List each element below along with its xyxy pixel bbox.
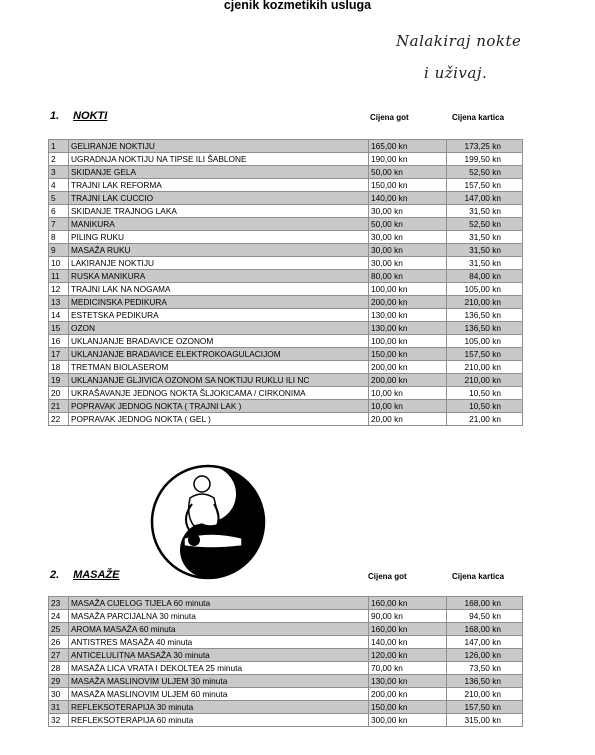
price-cash: 30,00 kn xyxy=(369,231,447,244)
price-cash: 200,00 kn xyxy=(369,374,447,387)
table-row xyxy=(49,387,523,400)
price-cash: 120,00 kn xyxy=(369,649,447,662)
price-card: 157,50 kn xyxy=(447,701,523,714)
section-title: MASAŽE xyxy=(73,569,120,581)
price-cash: 70,00 kn xyxy=(369,662,447,675)
table-row xyxy=(49,610,523,623)
price-cash: 140,00 kn xyxy=(369,636,447,649)
price-cash: 165,00 kn xyxy=(369,140,447,153)
section-heading-nokti xyxy=(50,110,107,122)
row-number: 21 xyxy=(49,400,69,413)
table-row xyxy=(49,296,523,309)
service-name: REFLEKSOTERAPIJA 60 minuta xyxy=(69,714,369,727)
price-card: 10,50 kn xyxy=(447,387,523,400)
price-cash: 30,00 kn xyxy=(369,244,447,257)
table-row xyxy=(49,166,523,179)
price-cash: 50,00 kn xyxy=(369,218,447,231)
price-table-masaze xyxy=(48,596,523,727)
row-number: 8 xyxy=(49,231,69,244)
page-title: cjenik kozmetikih usluga xyxy=(223,0,372,12)
row-number: 15 xyxy=(49,322,69,335)
service-name: UGRADNJA NOKTIJU NA TIPSE ILI ŠABLONE xyxy=(69,153,369,166)
price-cash: 150,00 kn xyxy=(369,348,447,361)
row-number: 4 xyxy=(49,179,69,192)
price-cash: 140,00 kn xyxy=(369,192,447,205)
price-cash: 150,00 kn xyxy=(369,701,447,714)
price-card: 147,00 kn xyxy=(447,636,523,649)
row-number: 7 xyxy=(49,218,69,231)
price-cash: 200,00 kn xyxy=(369,688,447,701)
price-card: 210,00 kn xyxy=(447,374,523,387)
table-row xyxy=(49,257,523,270)
table-row xyxy=(49,335,523,348)
row-number: 32 xyxy=(49,714,69,727)
column-header-card: Cijena kartica xyxy=(452,572,505,581)
service-name: REFLEKSOTERAPIJA 30 minuta xyxy=(69,701,369,714)
price-cash: 150,00 kn xyxy=(369,179,447,192)
row-number: 6 xyxy=(49,205,69,218)
table-row xyxy=(49,675,523,688)
section-title: NOKTI xyxy=(73,110,108,122)
price-table-nokti xyxy=(48,139,523,426)
row-number: 26 xyxy=(49,636,69,649)
row-number: 1 xyxy=(49,140,69,153)
price-card: 157,50 kn xyxy=(447,348,523,361)
table-row xyxy=(49,244,523,257)
price-card: 147,00 kn xyxy=(447,192,523,205)
row-number: 12 xyxy=(49,283,69,296)
row-number: 3 xyxy=(49,166,69,179)
table-row xyxy=(49,400,523,413)
row-number: 27 xyxy=(49,649,69,662)
table-row xyxy=(49,714,523,727)
service-name: UKLANJANJE GLJIVICA OZONOM SA NOKTIJU RUKLU ILI NC xyxy=(69,374,369,387)
row-number: 9 xyxy=(49,244,69,257)
table-row xyxy=(49,636,523,649)
price-cash: 300,00 kn xyxy=(369,714,447,727)
table-row xyxy=(49,270,523,283)
table-row xyxy=(49,348,523,361)
slogan-line-2: i uživaj. xyxy=(424,64,488,82)
price-cash: 130,00 kn xyxy=(369,322,447,335)
table-row xyxy=(49,309,523,322)
price-card: 105,00 kn xyxy=(447,283,523,296)
row-number: 30 xyxy=(49,688,69,701)
service-name: AROMA MASAŽA 60 minuta xyxy=(69,623,369,636)
price-card: 21,00 kn xyxy=(447,413,523,426)
row-number: 23 xyxy=(49,597,69,610)
service-name: ESTETSKA PEDIKURA xyxy=(69,309,369,322)
service-name: MANIKURA xyxy=(69,218,369,231)
price-card: 52,50 kn xyxy=(447,218,523,231)
row-number: 22 xyxy=(49,413,69,426)
section-number: 2. xyxy=(50,569,60,581)
service-name: UKLANJANJE BRADAVICE OZONOM xyxy=(69,335,369,348)
price-card: 199,50 kn xyxy=(447,153,523,166)
table-row xyxy=(49,205,523,218)
table-row xyxy=(49,140,523,153)
table-row xyxy=(49,597,523,610)
service-name: SKIDANJE TRAJNOG LAKA xyxy=(69,205,369,218)
column-header-cash: Cijena got xyxy=(370,113,409,122)
price-card: 126,00 kn xyxy=(447,649,523,662)
slogan-line-1: Nalakiraj nokte xyxy=(396,32,522,50)
row-number: 13 xyxy=(49,296,69,309)
price-cash: 100,00 kn xyxy=(369,283,447,296)
table-row xyxy=(49,662,523,675)
price-cash: 30,00 kn xyxy=(369,257,447,270)
service-name: RUSKA MANIKURA xyxy=(69,270,369,283)
price-card: 210,00 kn xyxy=(447,361,523,374)
row-number: 20 xyxy=(49,387,69,400)
row-number: 10 xyxy=(49,257,69,270)
table-row xyxy=(49,361,523,374)
row-number: 5 xyxy=(49,192,69,205)
column-header-cash: Cijena got xyxy=(368,572,407,581)
service-name: MEDICINSKA PEDIKURA xyxy=(69,296,369,309)
service-name: ANTICELULITNA MASAŽA 30 minuta xyxy=(69,649,369,662)
price-card: 73,50 kn xyxy=(447,662,523,675)
price-card: 168,00 kn xyxy=(447,623,523,636)
table-row xyxy=(49,283,523,296)
price-card: 105,00 kn xyxy=(447,335,523,348)
service-name: GELIRANJE NOKTIJU xyxy=(69,140,369,153)
table-row xyxy=(49,192,523,205)
price-card: 84,00 kn xyxy=(447,270,523,283)
row-number: 17 xyxy=(49,348,69,361)
table-row xyxy=(49,623,523,636)
service-name: MASAŽA CIJELOG TIJELA 60 minuta xyxy=(69,597,369,610)
service-name: TRAJNI LAK REFORMA xyxy=(69,179,369,192)
table-row xyxy=(49,413,523,426)
price-card: 10,50 kn xyxy=(447,400,523,413)
price-cash: 200,00 kn xyxy=(369,361,447,374)
row-number: 11 xyxy=(49,270,69,283)
price-cash: 100,00 kn xyxy=(369,335,447,348)
price-cash: 160,00 kn xyxy=(369,597,447,610)
price-card: 136,50 kn xyxy=(447,322,523,335)
price-cash: 10,00 kn xyxy=(369,400,447,413)
price-cash: 200,00 kn xyxy=(369,296,447,309)
row-number: 18 xyxy=(49,361,69,374)
row-number: 29 xyxy=(49,675,69,688)
price-card: 210,00 kn xyxy=(447,688,523,701)
price-cash: 80,00 kn xyxy=(369,270,447,283)
price-cash: 30,00 kn xyxy=(369,205,447,218)
service-name: POPRAVAK JEDNOG NOKTA ( TRAJNI LAK ) xyxy=(69,400,369,413)
price-cash: 130,00 kn xyxy=(369,309,447,322)
price-card: 94,50 kn xyxy=(447,610,523,623)
section-heading-masaze xyxy=(50,569,120,581)
table-row xyxy=(49,322,523,335)
price-cash: 10,00 kn xyxy=(369,387,447,400)
service-name: SKIDANJE GELA xyxy=(69,166,369,179)
price-cash: 90,00 kn xyxy=(369,610,447,623)
table-row xyxy=(49,374,523,387)
price-card: 31,50 kn xyxy=(447,244,523,257)
price-cash: 20,00 kn xyxy=(369,413,447,426)
column-header-card: Cijena kartica xyxy=(452,113,505,122)
price-card: 173,25 kn xyxy=(447,140,523,153)
row-number: 31 xyxy=(49,701,69,714)
row-number: 19 xyxy=(49,374,69,387)
price-card: 136,50 kn xyxy=(447,309,523,322)
service-name: UKLANJANJE BRADAVICE ELEKTROKOAGULACIJOM xyxy=(69,348,369,361)
service-name: LAKIRANJE NOKTIJU xyxy=(69,257,369,270)
service-name: MASAŽA MASLINOVIM ULJEM 60 minuta xyxy=(69,688,369,701)
service-name: MASAŽA PARCIJALNA 30 minuta xyxy=(69,610,369,623)
service-name: TRAJNI LAK NA NOGAMA xyxy=(69,283,369,296)
price-card: 315,00 kn xyxy=(447,714,523,727)
table-row xyxy=(49,179,523,192)
yin-yang-massage-icon xyxy=(150,464,266,580)
row-number: 2 xyxy=(49,153,69,166)
price-cash: 130,00 kn xyxy=(369,675,447,688)
price-card: 210,00 kn xyxy=(447,296,523,309)
price-card: 157,50 kn xyxy=(447,179,523,192)
row-number: 25 xyxy=(49,623,69,636)
row-number: 28 xyxy=(49,662,69,675)
service-name: TRAJNI LAK CUCCIO xyxy=(69,192,369,205)
service-name: MASAŽA RUKU xyxy=(69,244,369,257)
service-name: OZON xyxy=(69,322,369,335)
service-name: MASAŽA MASLINOVIM ULJEM 30 minuta xyxy=(69,675,369,688)
service-name: PILING RUKU xyxy=(69,231,369,244)
service-name: UKRAŠAVANJE JEDNOG NOKTA ŠLJOKICAMA / CIRKONIMA xyxy=(69,387,369,400)
service-name: MASAŽA LICA VRATA I DEKOLTEA 25 minuta xyxy=(69,662,369,675)
price-cash: 50,00 kn xyxy=(369,166,447,179)
table-row xyxy=(49,153,523,166)
table-row xyxy=(49,218,523,231)
price-cash: 160,00 kn xyxy=(369,623,447,636)
price-card: 31,50 kn xyxy=(447,231,523,244)
service-name: TRETMAN BIOLASEROM xyxy=(69,361,369,374)
price-card: 136,50 kn xyxy=(447,675,523,688)
price-card: 168,00 kn xyxy=(447,597,523,610)
price-card: 52,50 kn xyxy=(447,166,523,179)
service-name: POPRAVAK JEDNOG NOKTA ( GEL ) xyxy=(69,413,369,426)
section-number: 1. xyxy=(50,110,60,122)
service-name: ANTISTRES MASAŽA 40 minuta xyxy=(69,636,369,649)
price-cash: 190,00 kn xyxy=(369,153,447,166)
price-card: 31,50 kn xyxy=(447,205,523,218)
table-row xyxy=(49,649,523,662)
row-number: 24 xyxy=(49,610,69,623)
table-row xyxy=(49,701,523,714)
row-number: 16 xyxy=(49,335,69,348)
table-row xyxy=(49,231,523,244)
table-row xyxy=(49,688,523,701)
price-card: 31,50 kn xyxy=(447,257,523,270)
row-number: 14 xyxy=(49,309,69,322)
